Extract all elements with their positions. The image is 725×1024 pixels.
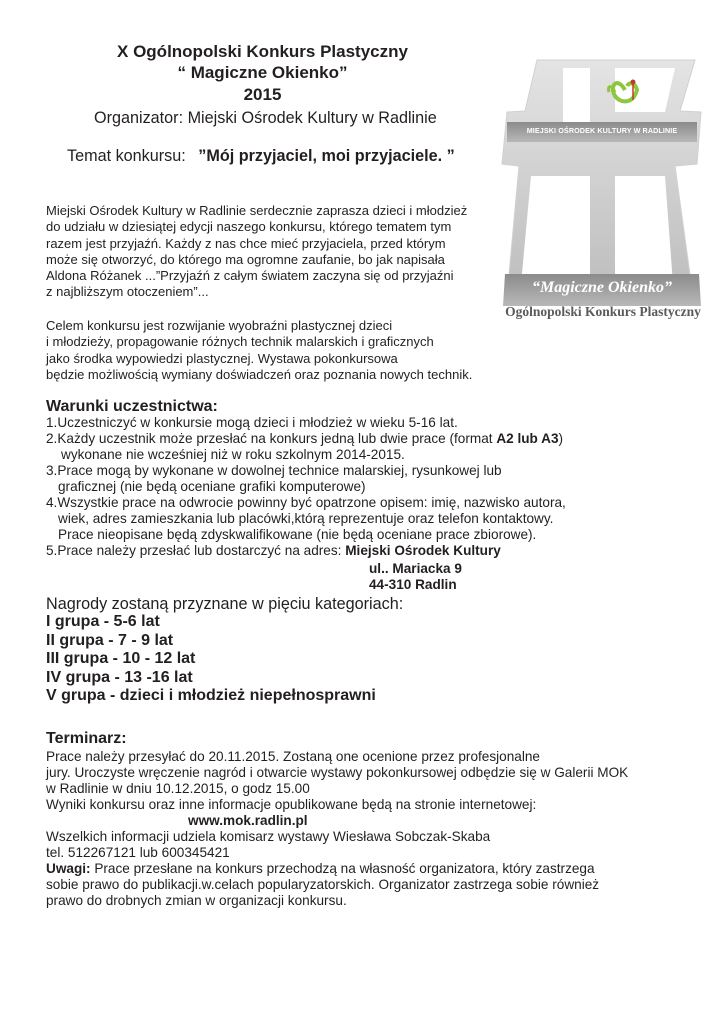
schedule-line: Wyniki konkursu oraz inne informacje opublikowane będą na stronie internetowej: [46,797,537,812]
website-link[interactable]: www.mok.radlin.pl [188,813,308,828]
goals-line: Celem konkursu jest rozwijanie wyobraźni plastycznej dzieci [46,318,393,333]
condition-line: Prace nieopisane będą zdyskwalifikowane (nie będą oceniane prace zbiorowe). [58,527,537,542]
logo [497,46,707,346]
schedule-line: Prace należy przesyłać do 20.11.2015. Zostaną one ocenione przez profesjonalne [46,749,540,764]
schedule-text [46,749,628,909]
notes-label: Uwagi: [46,861,91,876]
schedule-line: tel. 512267121 lub 600345421 [46,845,230,860]
intro-line: może się otworzyć, do którego ma ogromne zaufanie, bo jak napisała [46,251,445,267]
prize-group: III grupa - 10 - 12 lat [46,650,196,667]
condition-line: 3.Prace mogą by wykonane w dowolnej technice malarskiej, rysunkowej lub [46,463,502,478]
logo-window-graphic [497,46,707,346]
intro-paragraph [46,203,467,301]
notes-line: sobie prawo do publikacji.w.celach popularyzatorskich. Organizator zastrzega sobie również [46,877,600,892]
prizes-heading: Nagrody zostaną przyznane w pięciu kategoriach: [46,595,404,613]
intro-line: z najbliższym otoczeniem”... [46,284,209,300]
intro-line: Aldona Różanek ...”Przyjaźń z całym światem zaczyna się od przyjaźni [46,268,454,284]
condition-line: 1.Uczestniczyć w konkursie mogą dzieci i młodzież w wieku 5-16 lat. [46,415,458,430]
title-line-1: X Ogólnopolski Konkurs Plastyczny [117,42,408,61]
prize-group: II grupa - 7 - 9 lat [46,631,174,649]
intro-line: do udziału w dziesiątej edycji naszego konkursu, którego tematem tym [46,219,452,235]
notes-line: Uwagi: Prace przesłane na konkurs przechodzą na własność organizatora, który zastrzega [46,861,595,876]
theme-label: Temat konkursu: [67,147,186,165]
intro-line: razem jest przyjaźń. Każdy z nas chce mieć przyjaciela, przed którym [46,235,446,251]
organizer: Organizator: Miejski Ośrodek Kultury w Radlinie [94,109,437,127]
title-year: 2015 [243,85,282,104]
prize-group: IV grupa - 13 -16 lat [46,668,193,686]
theme-row [67,147,455,166]
condition-line: 5.Prace należy przesłać lub dostarczyć na adres: Miejski Ośrodek Kultury [46,543,501,558]
goals-paragraph [46,318,472,383]
condition-line: wykonane nie wcześniej niż w roku szkolnym 2014-2015. [61,447,405,462]
condition-line: 4.Wszystkie prace na odwrocie powinny być opatrzone opisem: imię, nazwisko autora, [46,495,566,510]
goals-line: jako środka wypowiedzi plastycznej. Wystawa pokonkursowa [46,350,398,366]
conditions-heading: Warunki uczestnictwa: [46,398,218,415]
goals-line: będzie możliwością wymiany doświadczeń oraz poznania nowych technik. [46,366,473,382]
intro-line: Miejski Ośrodek Kultury w Radlinie serdecznie zaprasza dzieci i młodzież [46,203,468,218]
address [369,561,462,593]
theme-value: ”Mój przyjaciel, moi przyjaciele. ” [198,147,455,165]
condition-line: 2.Każdy uczestnik może przesłać na konkurs jedną lub dwie prace (format A2 lub A3) [46,431,564,446]
prize-groups [46,613,376,706]
address-street: ul.. Mariacka 9 [369,561,462,576]
logo-subtitle: Ogólnopolski Konkurs Plastyczny [505,304,701,319]
schedule-heading: Terminarz: [46,730,127,747]
schedule-line: jury. Uroczyste wręczenie nagród i otwarcie wystawy pokonkursowej odbędzie się w Galerii MOK [46,765,629,780]
condition-line: wiek, adres zamieszkania lub placówki,którą reprezentuje oraz telefon kontaktowy. [58,511,554,526]
notes-line: prawo do drobnych zmian w organizacji konkursu. [46,893,347,908]
logo-name: “Magiczne Okienko” [532,279,672,296]
prize-group: I grupa - 5-6 lat [46,613,160,630]
conditions-list [46,415,566,559]
goals-line: i młodzieży, propagowanie różnych technik malarskich i graficznych [46,334,434,350]
schedule-line: Wszelkich informacji udziela komisarz wystawy Wiesława Sobczak-Skaba [46,829,491,844]
logo-banner: MIEJSKI OŚRODEK KULTURY W RADLINIE [526,126,678,135]
condition-line: graficznej (nie będą oceniane grafiki komputerowe) [58,479,366,494]
title-line-2: “ Magiczne Okienko” [177,63,348,82]
address-city: 44-310 Radlin [369,577,457,592]
schedule-line: w Radlinie w dniu 10.12.2015, o godz 15.00 [46,781,310,796]
prize-group: V grupa - dzieci i młodzież niepełnosprawni [46,687,376,704]
